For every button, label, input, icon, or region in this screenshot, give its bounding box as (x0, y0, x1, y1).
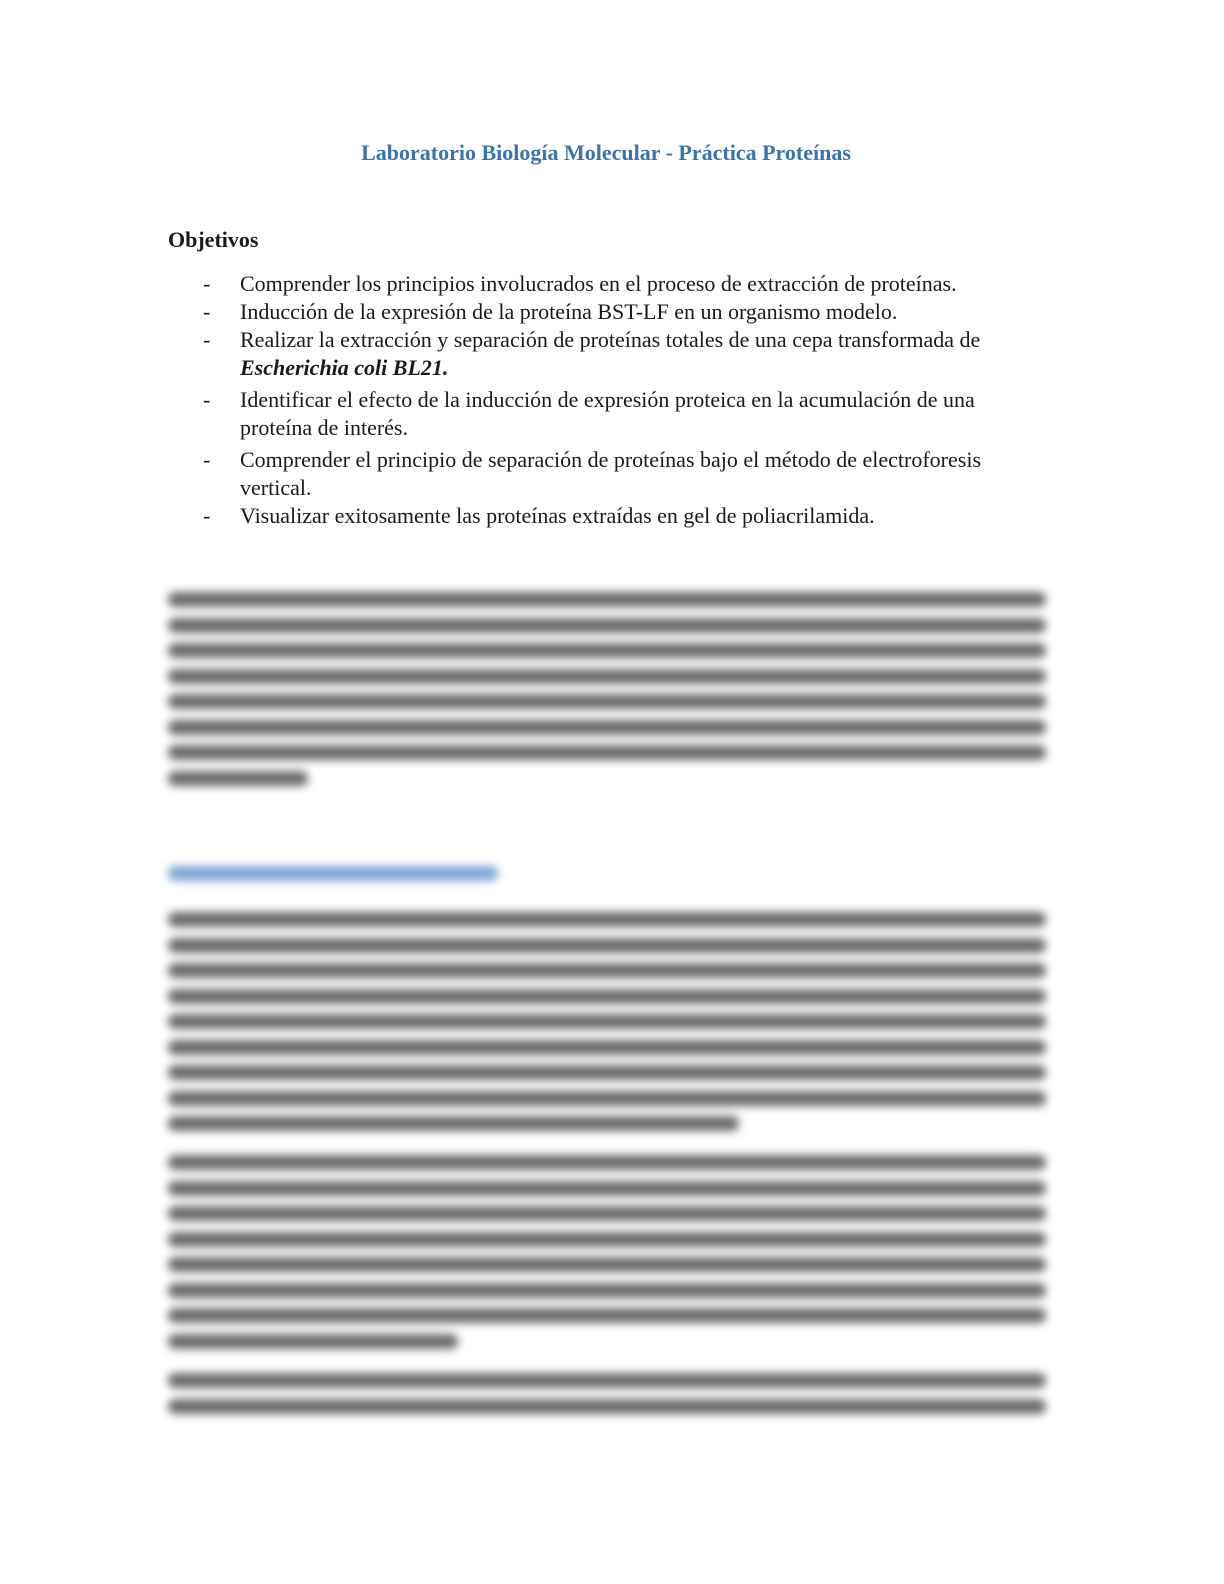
blurred-paragraph (168, 1155, 1046, 1359)
objective-item (168, 326, 1048, 382)
objectives-heading: Objetivos (168, 227, 259, 252)
list-dash: - (203, 503, 211, 528)
blurred-section-heading (168, 866, 498, 892)
objective-text: Comprender el principio de separación de proteínas bajo el método de electroforesis vertical. (240, 447, 982, 500)
blurred-paragraph (168, 1373, 1046, 1424)
list-dash: - (203, 271, 211, 296)
objective-item (168, 502, 1048, 530)
blurred-paragraph (168, 592, 1046, 796)
objective-item (168, 270, 1048, 298)
objective-text: Visualizar exitosamente las proteínas extraídas en gel de poliacrilamida. (240, 503, 875, 528)
document-title: Laboratorio Biología Molecular - Práctica Proteínas (361, 140, 851, 165)
list-dash: - (203, 387, 211, 412)
organism-name: Escherichia coli BL21. (240, 355, 449, 380)
objective-text: Identificar el efecto de la inducción de expresión proteica en la acumulación de una proteína de interés. (240, 387, 975, 440)
objective-item (168, 386, 1048, 442)
objective-text: Comprender los principios involucrados en el proceso de extracción de proteínas. (240, 271, 957, 296)
objectives-list (168, 270, 1048, 530)
objective-item (168, 298, 1048, 326)
objective-text: Realizar la extracción y separación de proteínas totales de una cepa transformada de (240, 327, 981, 352)
objective-item (168, 446, 1048, 502)
list-dash: - (203, 447, 211, 472)
list-dash: - (203, 299, 211, 324)
list-dash: - (203, 327, 211, 352)
blurred-paragraph (168, 912, 1046, 1142)
objective-text: Inducción de la expresión de la proteína BST-LF en un organismo modelo. (240, 299, 898, 324)
